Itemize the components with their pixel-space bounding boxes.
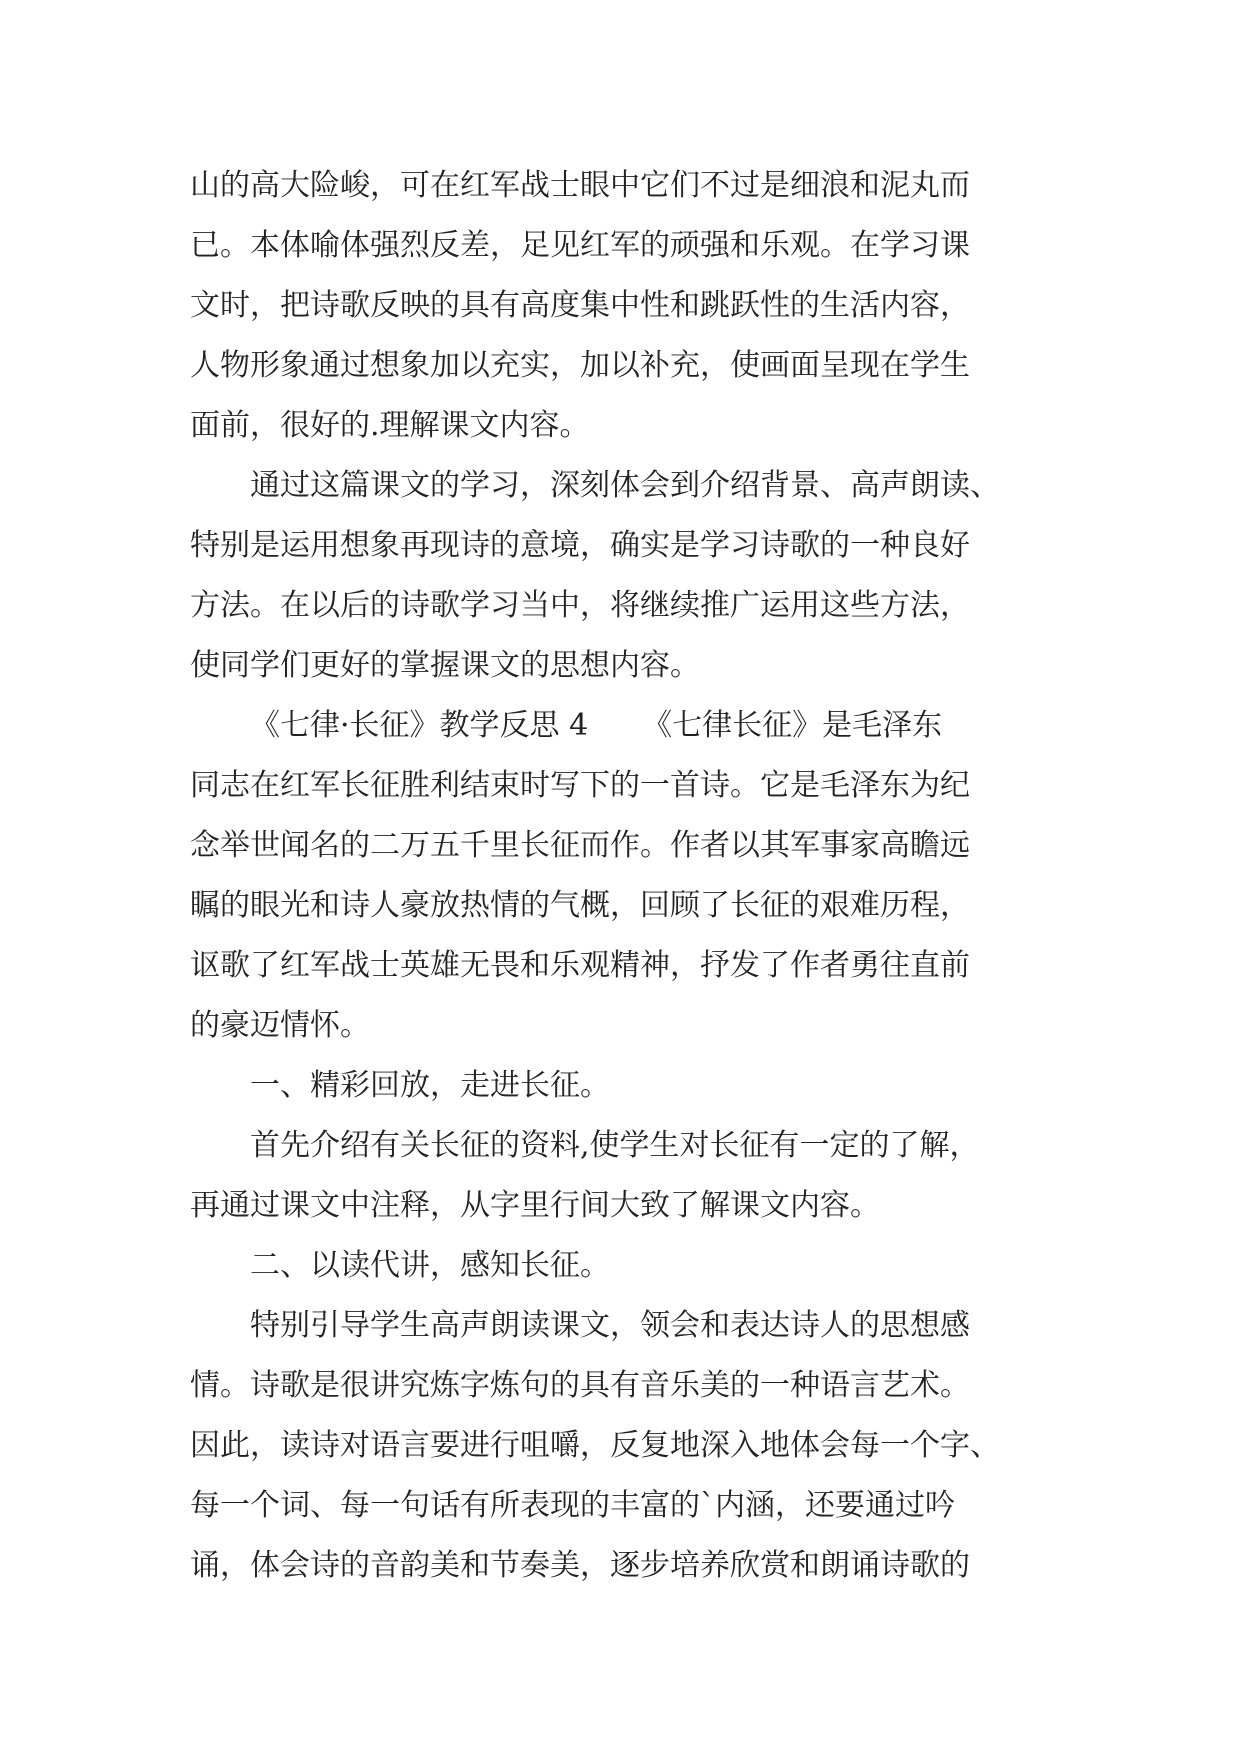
text-line: 使同学们更好的掌握课文的思想内容。 bbox=[190, 648, 700, 683]
text-line: 诵，体会诗的音韵美和节奏美，逐步培养欣赏和朗诵诗歌的 bbox=[190, 1548, 970, 1583]
paragraph-start-line: 特别引导学生高声朗读课文，领会和表达诗人的思想感 bbox=[250, 1308, 970, 1343]
text-line: 瞩的眼光和诗人豪放热情的气概，回顾了长征的艰难历程， bbox=[190, 888, 970, 923]
section-heading: 《七律·长征》教学反思 4 bbox=[250, 708, 589, 743]
subheading-line: 二、以读代讲，感知长征。 bbox=[250, 1248, 610, 1283]
paragraph-start-line: 通过这篇课文的学习，深刻体会到介绍背景、高声朗读、 bbox=[250, 468, 1000, 503]
text-line: 情。诗歌是很讲究炼字炼句的具有音乐美的一种语言艺术。 bbox=[190, 1368, 970, 1403]
text-line: 特别是运用想象再现诗的意境，确实是学习诗歌的一种良好 bbox=[190, 528, 970, 563]
text-line: 方法。在以后的诗歌学习当中，将继续推广运用这些方法， bbox=[190, 588, 970, 623]
section-heading-line bbox=[190, 696, 1090, 756]
text-line: 每一个词、每一句话有所表现的丰富的`内涵，还要通过吟 bbox=[190, 1488, 955, 1523]
text-line: 已。本体喻体强烈反差，足见红军的顽强和乐观。在学习课 bbox=[190, 228, 970, 263]
subheading-line: 一、精彩回放，走进长征。 bbox=[250, 1068, 610, 1103]
text-line: 人物形象通过想象加以充实，加以补充，使画面呈现在学生 bbox=[190, 348, 970, 383]
text-line: 文时，把诗歌反映的具有高度集中性和跳跃性的生活内容， bbox=[190, 288, 970, 323]
text-line: 山的高大险峻，可在红军战士眼中它们不过是细浪和泥丸而 bbox=[190, 168, 970, 203]
text-line: 因此，读诗对语言要进行咀嚼，反复地深入地体会每一个字、 bbox=[190, 1428, 1000, 1463]
paragraph-start-text: 《七律长征》是毛泽东 bbox=[642, 708, 943, 743]
text-line: 同志在红军长征胜利结束时写下的一首诗。它是毛泽东为纪 bbox=[190, 768, 970, 803]
document-body bbox=[190, 156, 1090, 1596]
text-line: 讴歌了红军战士英雄无畏和乐观精神，抒发了作者勇往直前 bbox=[190, 948, 970, 983]
text-line: 念举世闻名的二万五千里长征而作。作者以其军事家高瞻远 bbox=[190, 828, 970, 863]
text-line: 再通过课文中注释，从字里行间大致了解课文内容。 bbox=[190, 1188, 880, 1223]
text-line: 面前，很好的.理解课文内容。 bbox=[190, 408, 590, 443]
text-line: 的豪迈情怀。 bbox=[190, 1008, 370, 1043]
paragraph-start-line: 首先介绍有关长征的资料,使学生对长征有一定的了解， bbox=[250, 1128, 980, 1163]
